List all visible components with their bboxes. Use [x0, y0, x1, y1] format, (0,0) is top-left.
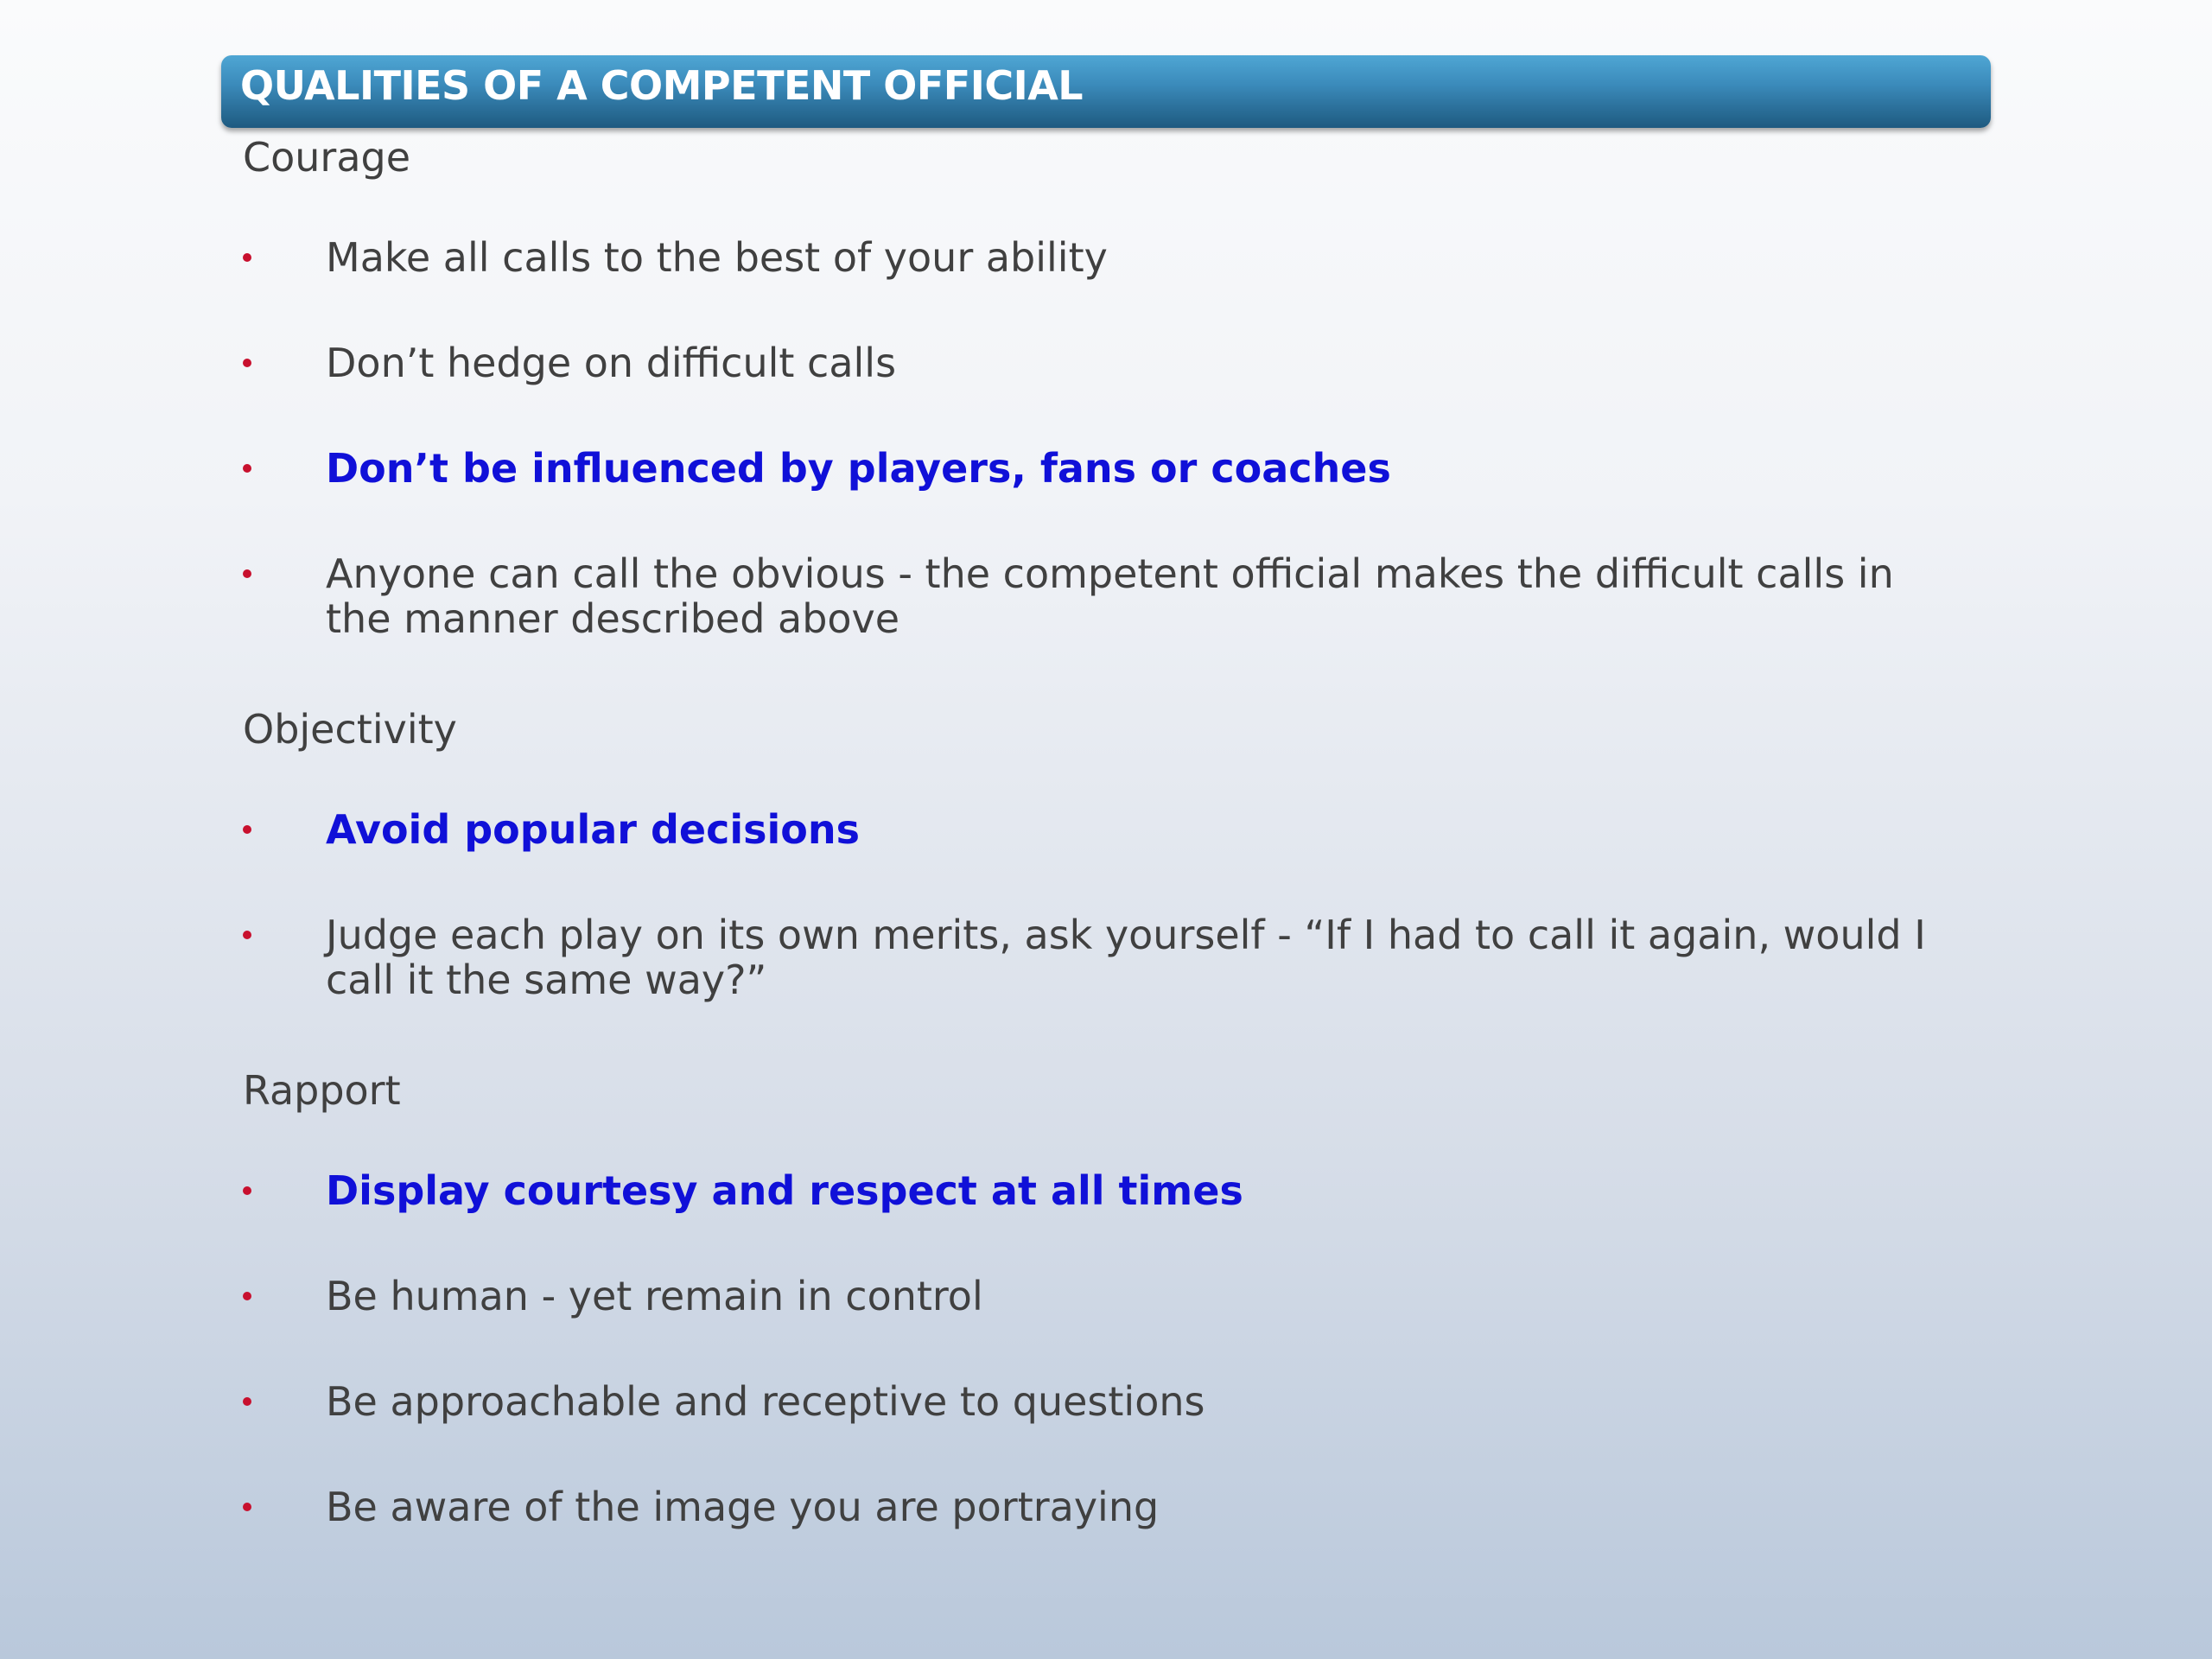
bullet-icon [243, 1503, 251, 1511]
bullet-item [243, 551, 1971, 641]
bullet-text: Make all calls to the best of your ability [326, 234, 1108, 281]
bullet-text: Be aware of the image you are portraying [326, 1484, 1160, 1530]
bullet-item [243, 446, 1971, 491]
bullet-text-emphasized: Display courtesy and respect at all times [326, 1167, 1243, 1214]
bullet-icon [243, 464, 251, 473]
bullet-text: Don’t hedge on difficult calls [326, 340, 897, 386]
bullet-text-emphasized: Avoid popular decisions [326, 806, 861, 853]
bullet-icon [243, 1186, 251, 1195]
bullet-text: Anyone can call the obvious - the competent official makes the difficult calls in the manner described above [326, 550, 1894, 642]
bullet-item [243, 807, 1971, 852]
bullet-item [243, 912, 1971, 1002]
bullet-item [243, 1379, 1971, 1424]
bullet-item [243, 1484, 1971, 1529]
bullet-text-emphasized: Don’t be influenced by players, fans or coaches [326, 445, 1391, 492]
bullet-icon [243, 253, 251, 262]
slide-title: QUALITIES OF A COMPETENT OFFICIAL [240, 62, 1084, 109]
bullet-item [243, 1274, 1971, 1319]
bullet-icon [243, 825, 251, 834]
section-heading-objectivity: Objectivity [243, 706, 457, 753]
bullet-icon [243, 359, 251, 367]
bullet-item [243, 1168, 1971, 1213]
bullet-icon [243, 1292, 251, 1300]
bullet-text: Judge each play on its own merits, ask yourself - “If I had to call it again, would I call it the same way?” [326, 912, 1926, 1003]
title-bar [221, 55, 1991, 128]
slide-content [243, 130, 1971, 1590]
bullet-text: Be approachable and receptive to questions [326, 1378, 1205, 1425]
bullet-icon [243, 569, 251, 578]
bullet-item [243, 340, 1971, 385]
bullet-icon [243, 1397, 251, 1406]
bullet-text: Be human - yet remain in control [326, 1273, 983, 1319]
bullet-item [243, 235, 1971, 280]
section-heading-courage: Courage [243, 134, 411, 181]
bullet-icon [243, 931, 251, 939]
section-heading-rapport: Rapport [243, 1067, 401, 1114]
